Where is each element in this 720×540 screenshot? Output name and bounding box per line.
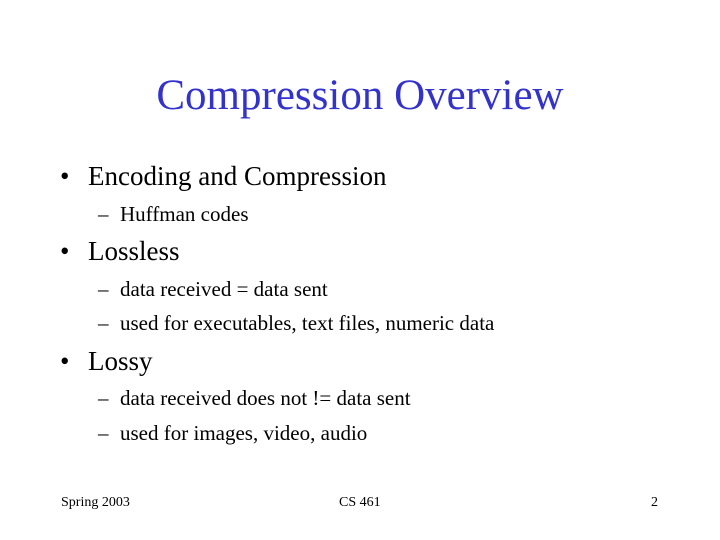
bullet-text: Lossy: [88, 346, 153, 376]
bullet-text: Lossless: [88, 236, 180, 266]
bullet-dot-icon: •: [60, 236, 70, 266]
sub-bullet-text: used for executables, text files, numeric data: [120, 311, 495, 335]
sub-bullet-text: data received does not != data sent: [120, 386, 411, 410]
sub-bullet-text: data received = data sent: [120, 277, 328, 301]
dash-icon: –: [98, 311, 109, 335]
bullet-dot-icon: •: [60, 161, 70, 191]
slide-title: Compression Overview: [156, 72, 564, 119]
dash-icon: –: [98, 277, 109, 301]
dash-icon: –: [98, 386, 109, 410]
bullet-dot-icon: •: [60, 346, 70, 376]
bullet-text: Encoding and Compression: [88, 161, 387, 191]
sub-bullet-text: used for images, video, audio: [120, 421, 368, 445]
dash-icon: –: [98, 202, 109, 226]
footer-date: Spring 2003: [61, 495, 130, 510]
dash-icon: –: [98, 421, 109, 445]
slide-number: 2: [651, 495, 658, 510]
footer-course: CS 461: [339, 495, 381, 510]
sub-bullet-text: Huffman codes: [120, 202, 249, 226]
